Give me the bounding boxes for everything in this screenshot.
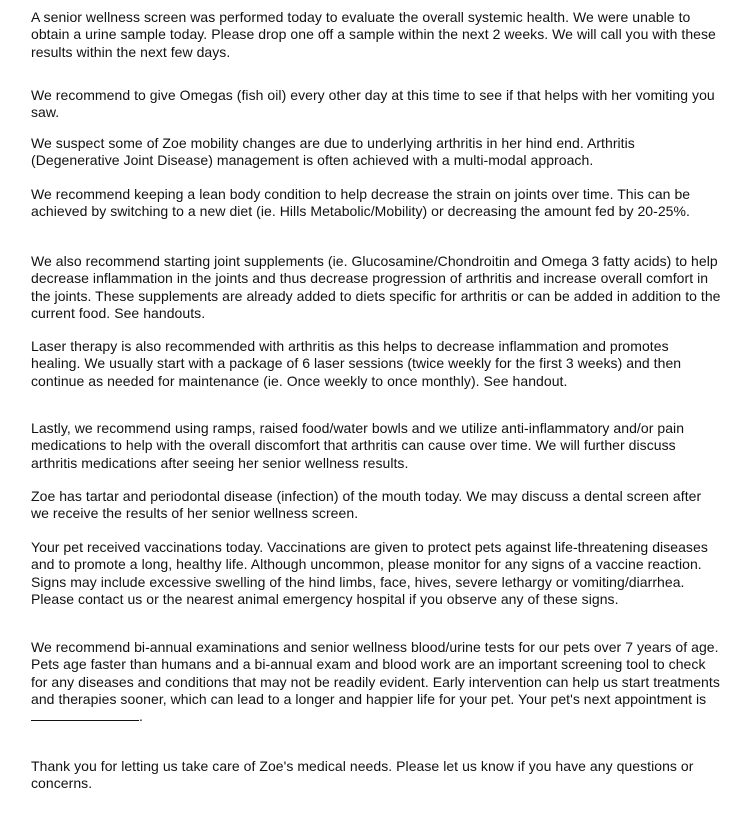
bi-annual-exams-text: We recommend bi-annual examinations and senior wellness blood/urine tests for our pets over 7 years of age. Pets age faster than humans and a bi-annual exam and blood work are an important screening tool to check for any diseases and conditions that may not be readily evident. Early intervention can help us start treatments and therapies sooner, which can lead to a longer and happier life for your pet. Your pet's next appointment is <box>31 639 720 707</box>
paragraph-arthritis-intro: We suspect some of Zoe mobility changes are due to underlying arthritis in her hind end. Arthritis (Degenerative Joint Disease) management is often achieved with a multi-modal approach. <box>31 135 635 169</box>
paragraph-omegas: We recommend to give Omegas (fish oil) every other day at this time to see if that helps with her vomiting you saw. <box>31 87 715 121</box>
appointment-blank-line <box>31 708 139 721</box>
paragraph-ramps-medications: Lastly, we recommend using ramps, raised food/water bowls and we utilize anti-inflammatory and/or pain medications to help with the overall discomfort that arthritis can cause over time. We will further discuss arthritis medications after seeing her senior wellness results. <box>31 420 685 471</box>
paragraph-bi-annual-exams <box>31 639 721 725</box>
paragraph-dental: Zoe has tartar and periodontal disease (infection) of the mouth today. We may discuss a dental screen after we receive the results of her senior wellness screen. <box>31 488 702 522</box>
paragraph-closing: Thank you for letting us take care of Zoe's medical needs. Please let us know if you have any questions or concerns. <box>31 758 694 792</box>
paragraph-vaccinations: Your pet received vaccinations today. Vaccinations are given to protect pets against life-threatening diseases and to promote a long, healthy life. Although uncommon, please monitor for any signs of a vaccine reaction. Signs may include excessive swelling of the hind limbs, face, hives, severe lethargy or vomiting/diarrhea. Please contact us or the nearest animal emergency hospital if you observe any of these signs. <box>31 539 708 607</box>
paragraph-urine-sample: A senior wellness screen was performed today to evaluate the overall systemic health. We were unable to obtain a urine sample today. Please drop one off a sample within the next 2 weeks. We will call you with these results within the next few days. <box>31 9 716 60</box>
paragraph-body-condition: We recommend keeping a lean body condition to help decrease the strain on joints over time. This can be achieved by switching to a new diet (ie. Hills Metabolic/Mobility) or decreasing the amount fed by 20-25%. <box>31 186 691 220</box>
paragraph-laser-therapy: Laser therapy is also recommended with arthritis as this helps to decrease inflammation and promotes healing. We usually start with a package of 6 laser sessions (twice weekly for the first 3 weeks) and then continue as needed for maintenance (ie. Once weekly to once monthly). See handout. <box>31 338 682 389</box>
appointment-period: . <box>139 708 143 725</box>
paragraph-joint-supplements: We also recommend starting joint supplements (ie. Glucosamine/Chondroitin and Omega 3 fatty acids) to help decrease inflammation in the joints and thus decrease progression of arthritis and increase overall comfort in the joints. These supplements are already added to diets specific for arthritis or can be added in addition to the current food. See handouts. <box>31 253 721 321</box>
